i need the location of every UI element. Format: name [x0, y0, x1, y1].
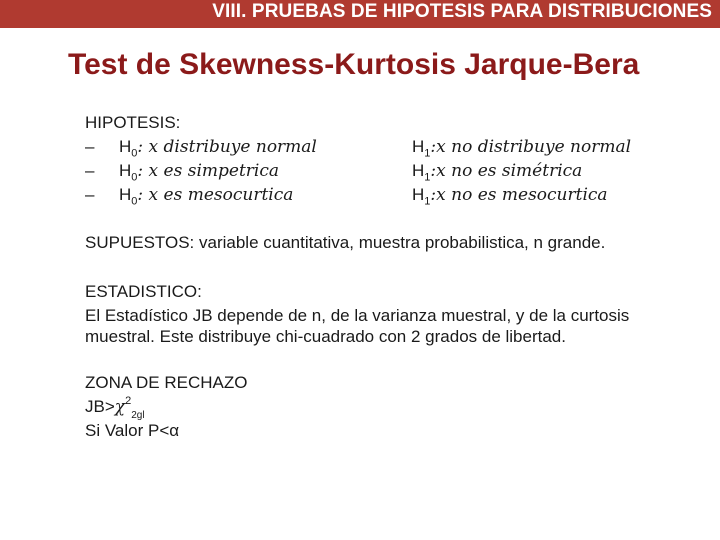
h0-subscript: 0	[131, 171, 138, 184]
h1-text: :x no distribuye normal	[430, 137, 632, 157]
chi-subscript: 2gl	[131, 410, 145, 421]
rejection-heading: ZONA DE RECHAZO	[85, 373, 248, 392]
chi-symbol: χ	[114, 397, 126, 417]
h0-label: H	[119, 137, 132, 156]
h0-subscript: 0	[131, 195, 138, 208]
rejection-criterion	[85, 396, 145, 421]
bullet-dash: –	[85, 161, 95, 180]
assumptions-text: SUPUESTOS: variable cuantitativa, muestra probabilistica, n grande.	[85, 233, 606, 252]
pvalue-criterion: Si Valor P<α	[85, 421, 180, 440]
h0-text: : x es simpetrica	[137, 161, 279, 181]
jb-prefix: JB>	[85, 397, 115, 416]
bullet-dash: –	[85, 137, 95, 156]
h0-subscript: 0	[131, 147, 138, 160]
slide-title: Test de Skewness-Kurtosis Jarque-Bera	[68, 48, 640, 81]
hypotheses-heading: HIPOTESIS:	[85, 113, 181, 132]
chi-superscript: 2	[125, 395, 132, 407]
statistic-description: El Estadístico JB depende de n, de la varianza muestral, y de la curtosis muestral. Este distribuye chi-cuadrado con 2 grados de libertad.	[85, 306, 630, 346]
h1-text: :x no es mesocurtica	[430, 185, 608, 205]
h1-statement	[412, 184, 608, 212]
h1-label: H	[412, 137, 425, 156]
h0-statement	[119, 184, 293, 212]
h1-label: H	[412, 161, 425, 180]
h1-subscript: 1	[424, 171, 431, 184]
h0-text: : x es mesocurtica	[137, 185, 294, 205]
h1-subscript: 1	[424, 147, 431, 160]
h0-label: H	[119, 185, 132, 204]
statistic-heading: ESTADISTICO:	[85, 282, 202, 301]
h1-subscript: 1	[424, 195, 431, 208]
h0-text: : x distribuye normal	[137, 137, 317, 157]
section-title: VIII. PRUEBAS DE HIPOTESIS PARA DISTRIBUCIONES	[212, 1, 712, 22]
h1-text: :x no es simétrica	[430, 161, 583, 181]
h0-label: H	[119, 161, 132, 180]
h1-label: H	[412, 185, 425, 204]
bullet-dash: –	[85, 185, 95, 204]
